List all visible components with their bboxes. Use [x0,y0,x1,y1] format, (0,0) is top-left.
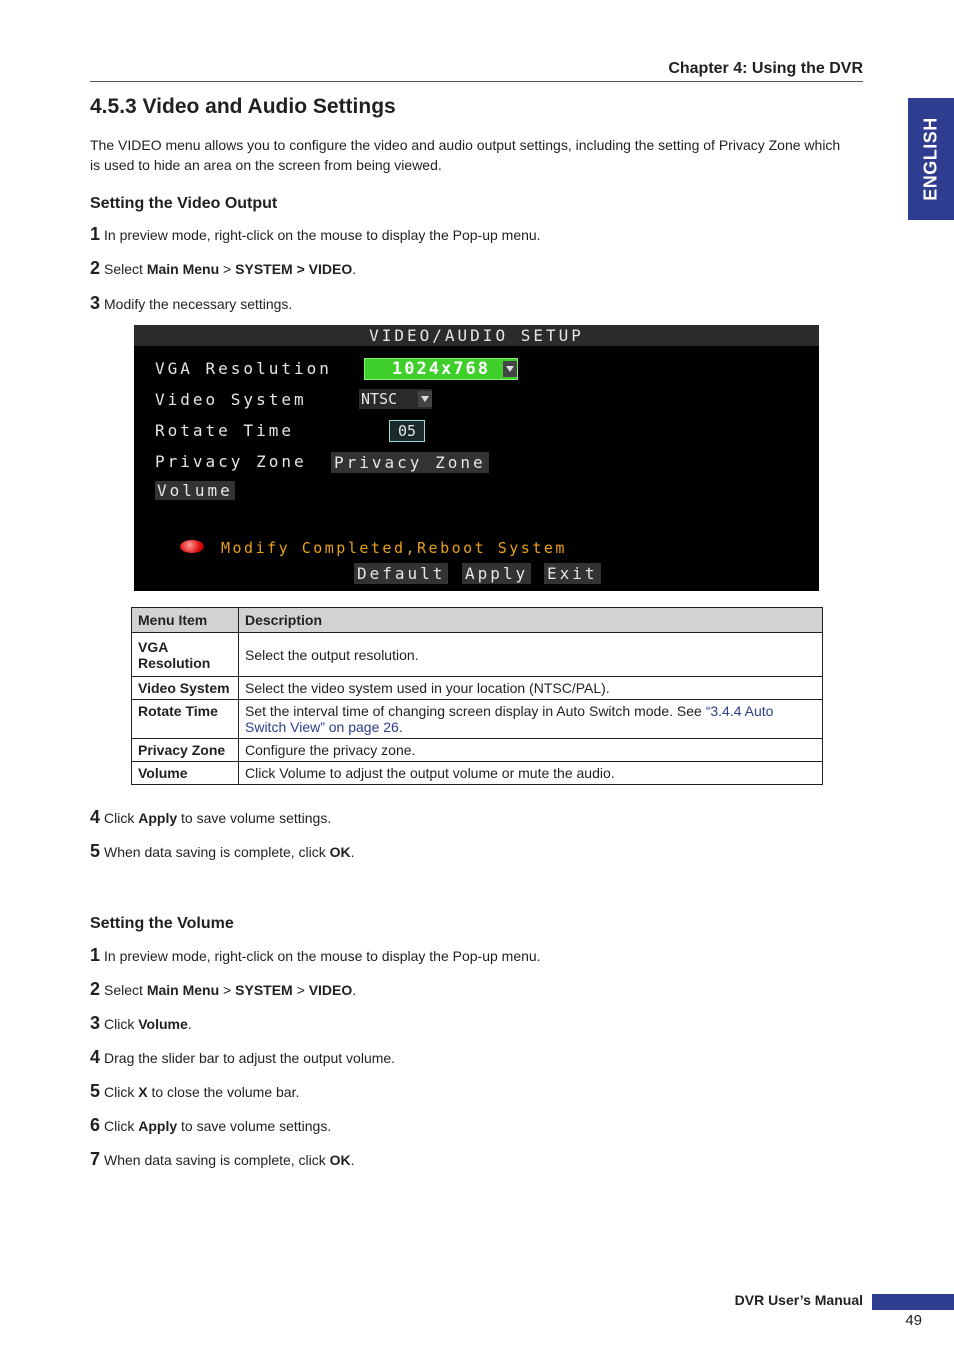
footer-manual-title: DVR User’s Manual [734,1292,863,1308]
volume-step-1 [90,945,541,966]
table-row [132,739,823,762]
menu-path-system-video: SYSTEM > VIDEO [235,261,353,277]
dvr-video-system-value: NTSC [361,390,398,408]
step-text: . [350,844,355,860]
step-bold: OK [329,1152,351,1168]
step-text: Drag the slider bar to adjust the output volume. [104,1050,396,1066]
step-text: > [292,982,309,998]
table-cell-desc: Click Volume to adjust the output volume or mute the audio. [239,762,823,785]
table-cell-desc: Select the output resolution. [239,633,823,677]
dvr-vga-value: 1024x768 [392,359,490,379]
video-step-2 [90,258,356,279]
step-number: 4 [90,807,101,827]
table-header-row [132,608,823,633]
step-text: . [352,261,357,277]
step-number: 4 [90,1047,101,1067]
step-text: > [219,982,236,998]
table-cell-item: VGA Resolution [132,633,239,677]
column-header: Description [239,608,823,633]
dvr-video-audio-setup-screenshot [134,325,819,591]
intro-paragraph: The VIDEO menu allows you to configure the video and audio output settings, including the setting of Privacy Zone which is used to hide an area on the screen from being viewed. [90,137,841,173]
step-text: Click [104,1016,139,1032]
cross-reference-link[interactable]: “3.4.4 Auto Switch View” on page 26 [245,703,774,735]
table-cell-desc: Select the video system used in your location (NTSC/PAL). [239,677,823,700]
menu-path-system: SYSTEM [235,982,293,998]
menu-path-main: Main Menu [146,982,220,998]
step-text: Click [104,1084,139,1100]
chevron-down-icon [418,391,432,407]
step-number: 3 [90,293,101,313]
table-cell-text: . [398,719,403,735]
step-text: Select [104,982,147,998]
chapter-header: Chapter 4: Using the DVR [90,60,863,82]
video-step-4 [90,807,331,828]
table-cell-item: Rotate Time [132,700,239,739]
step-text: In preview mode, right-click on the mouse to display the Pop-up menu. [104,227,541,243]
dvr-rotate-input[interactable]: 05 [389,420,425,442]
table-row [132,762,823,785]
table-row [132,700,823,739]
column-header: Menu Item [132,608,239,633]
table-row [132,633,823,677]
step-number: 2 [90,258,101,278]
menu-path-main: Main Menu [146,261,220,277]
alert-dot-icon [180,540,204,553]
menu-path-video: VIDEO [308,982,353,998]
table-row [132,677,823,700]
dvr-vga-select[interactable] [364,358,518,380]
step-text: When data saving is complete, click [104,1152,330,1168]
step-text: Select [104,261,147,277]
dvr-status-message: Modify Completed,Reboot System [221,539,567,557]
page-number: 49 [905,1312,922,1329]
dvr-privacy-label: Privacy Zone [155,452,307,471]
video-step-5 [90,841,355,862]
volume-step-3 [90,1013,192,1034]
step-bold: OK [329,844,351,860]
dvr-apply-button[interactable]: Apply [462,563,531,584]
dvr-volume-button[interactable]: Volume [157,481,233,500]
step-number: 1 [90,945,101,965]
step-text: . [352,982,357,998]
step-number: 2 [90,979,101,999]
table-cell-item: Video System [132,677,239,700]
dvr-vga-label: VGA Resolution [155,359,332,378]
video-step-1 [90,224,541,245]
language-tab [908,98,954,220]
step-number: 7 [90,1149,101,1169]
step-text: Click [104,1118,139,1134]
volume-step-2 [90,979,356,1000]
table-cell-item: Privacy Zone [132,739,239,762]
chevron-down-icon [503,361,517,377]
volume-heading: Setting the Volume [90,915,234,932]
table-cell-desc: Configure the privacy zone. [239,739,823,762]
dvr-video-system-label: Video System [155,390,307,409]
dvr-default-button[interactable]: Default [354,563,448,584]
dvr-rotate-label: Rotate Time [155,421,294,440]
step-number: 6 [90,1115,101,1135]
step-text: to save volume settings. [177,810,332,826]
step-text: Modify the necessary settings. [104,296,293,312]
table-cell-item: Volume [132,762,239,785]
video-step-3 [90,293,292,314]
dvr-exit-button[interactable]: Exit [544,563,601,584]
step-number: 5 [90,841,101,861]
video-output-heading: Setting the Video Output [90,195,278,212]
step-number: 5 [90,1081,101,1101]
step-text: When data saving is complete, click [104,844,330,860]
menu-item-table [131,607,823,785]
dvr-privacy-zone-button[interactable]: Privacy Zone [331,452,489,473]
step-bold: Volume [138,1016,188,1032]
step-text: to save volume settings. [177,1118,332,1134]
step-bold: Apply [138,1118,178,1134]
volume-step-5 [90,1081,299,1102]
table-cell-text: Set the interval time of changing screen display in Auto Switch mode. See [245,703,706,719]
language-tab-label: ENGLISH [920,117,941,201]
step-text: to close the volume bar. [147,1084,300,1100]
step-bold: Apply [138,810,178,826]
volume-step-6 [90,1115,331,1136]
table-cell-desc [239,700,823,739]
volume-step-7 [90,1149,355,1170]
section-title: 4.5.3 Video and Audio Settings [90,95,396,118]
step-bold: X [138,1084,148,1100]
dvr-title: VIDEO/AUDIO SETUP [134,325,819,346]
dvr-video-system-select[interactable] [359,389,432,409]
step-text: . [187,1016,192,1032]
step-number: 1 [90,224,101,244]
footer-accent-bar [872,1294,954,1310]
step-text: In preview mode, right-click on the mouse to display the Pop-up menu. [104,948,541,964]
volume-step-4 [90,1047,395,1068]
step-number: 3 [90,1013,101,1033]
step-text: > [219,261,236,277]
step-text: . [350,1152,355,1168]
step-text: Click [104,810,139,826]
